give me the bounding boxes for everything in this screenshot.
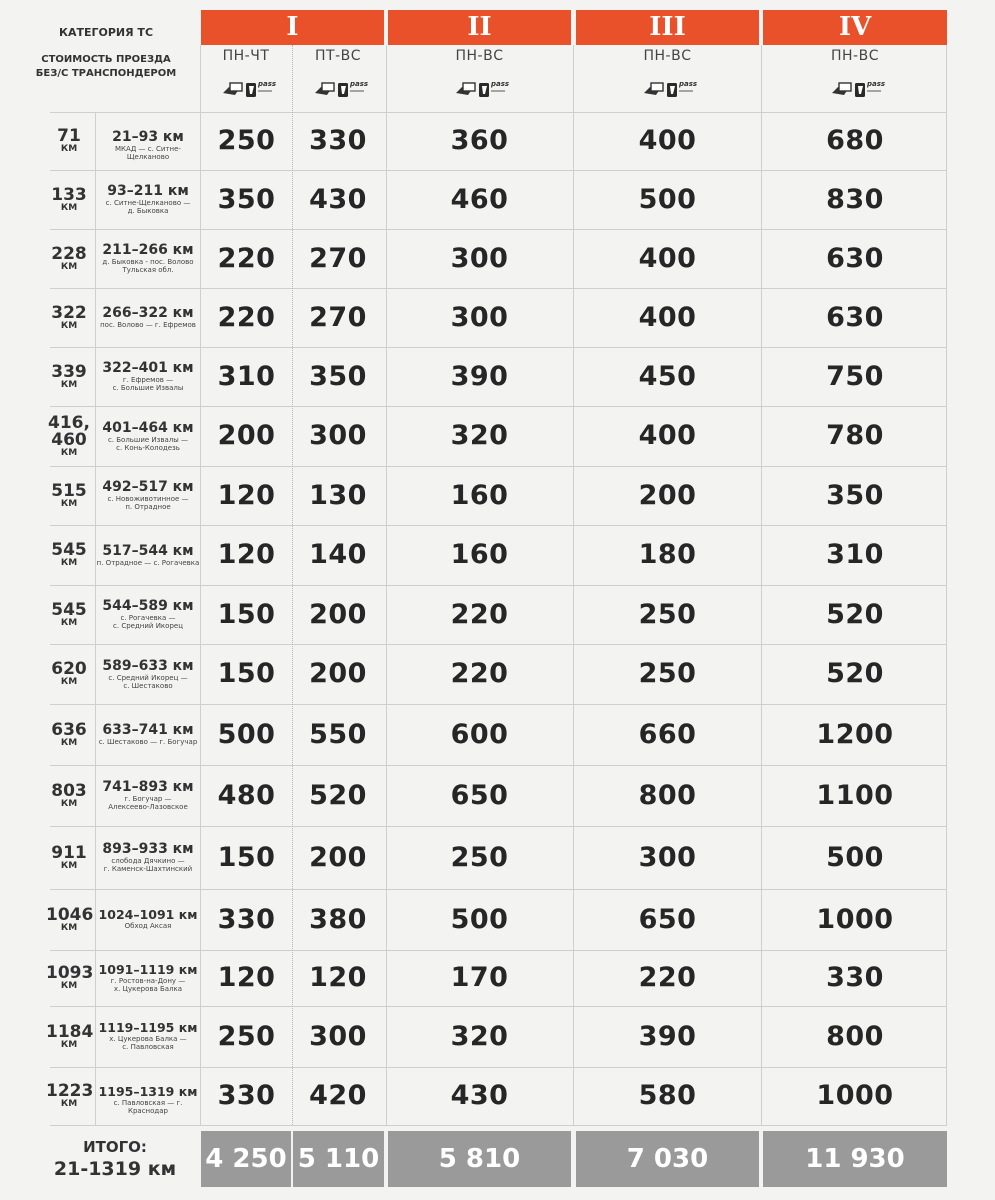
row-divider bbox=[50, 644, 947, 645]
cash-transponder-icon bbox=[454, 77, 510, 99]
price-cell: 270 bbox=[309, 301, 367, 333]
price-cell: 160 bbox=[450, 539, 509, 570]
row-segment-location: с. Средний Икорец — bbox=[108, 673, 188, 682]
row-km-unit: КМ bbox=[60, 202, 78, 213]
price-cell: 310 bbox=[217, 360, 276, 392]
price-cell: 150 bbox=[217, 658, 276, 689]
price-cell: 830 bbox=[826, 183, 884, 215]
row-segment-location: Тульская обл. bbox=[122, 266, 174, 274]
row-km-unit: КМ bbox=[60, 379, 78, 390]
price-cell: 600 bbox=[450, 718, 509, 750]
price-cell: 140 bbox=[309, 539, 367, 570]
row-km-marker bbox=[46, 542, 92, 568]
price-cell: 200 bbox=[638, 479, 697, 511]
price-cell: 480 bbox=[217, 779, 276, 811]
cash-transponder-icon bbox=[830, 77, 886, 99]
row-km-value: 1046 bbox=[46, 904, 94, 925]
row-km-unit: КМ bbox=[60, 922, 78, 933]
total-value-cat4: 11 930 bbox=[763, 1131, 947, 1187]
row-segment-location: д. Быковка bbox=[127, 207, 169, 215]
price-cell: 420 bbox=[309, 1080, 367, 1111]
row-km-unit: КМ bbox=[60, 498, 78, 509]
row-km-marker bbox=[46, 965, 92, 991]
row-divider bbox=[50, 1125, 947, 1126]
price-cell: 270 bbox=[309, 242, 367, 274]
row-segment bbox=[96, 1020, 200, 1051]
row-segment bbox=[96, 183, 200, 215]
cash-transponder-icon bbox=[642, 77, 698, 99]
price-cell: 200 bbox=[309, 598, 367, 630]
row-km-value: 133 bbox=[51, 184, 87, 205]
price-cell: 550 bbox=[309, 718, 367, 750]
category-header-iii: III bbox=[576, 10, 759, 45]
row-km-marker bbox=[46, 128, 92, 154]
row-km-value: 545 bbox=[51, 540, 87, 560]
row-km-unit: КМ bbox=[60, 144, 78, 154]
row-segment bbox=[96, 722, 200, 746]
price-cell: 300 bbox=[309, 1020, 367, 1052]
price-cell: 500 bbox=[217, 718, 276, 750]
price-cell: 360 bbox=[450, 125, 509, 156]
category-label: КАТЕГОРИЯ ТС bbox=[58, 26, 154, 39]
price-cell: 250 bbox=[217, 1020, 276, 1052]
row-km-marker bbox=[46, 599, 92, 628]
svg-text:pass: pass bbox=[867, 80, 886, 88]
row-km-unit: КМ bbox=[60, 737, 78, 748]
row-segment bbox=[96, 907, 200, 930]
row-segment-range: 1119–1195 км bbox=[98, 1020, 198, 1035]
row-segment-range: 211–266 км bbox=[102, 242, 194, 258]
row-divider bbox=[50, 288, 947, 289]
price-cell: 400 bbox=[638, 420, 697, 451]
price-cell: 520 bbox=[309, 779, 367, 811]
row-divider bbox=[50, 765, 947, 766]
row-km-value: 322 bbox=[51, 302, 87, 323]
price-cell: 330 bbox=[826, 962, 884, 993]
row-segment-location: с. Большие Извалы — bbox=[107, 435, 189, 444]
total-value-cat2: 5 810 bbox=[388, 1131, 571, 1187]
row-divider bbox=[50, 112, 947, 113]
row-segment-location: слобода Дячкино — bbox=[111, 857, 185, 865]
row-km-unit: КМ bbox=[60, 261, 78, 272]
days-label-cat4: ПН-ВС bbox=[831, 48, 879, 64]
price-cell: 460 bbox=[450, 183, 509, 215]
price-cell: 520 bbox=[826, 598, 884, 630]
row-segment-location: п. Отрадное — с. Рогачевка bbox=[96, 558, 200, 567]
row-segment-location: с. Ситне-Щелканово — bbox=[105, 199, 191, 207]
price-cell: 350 bbox=[309, 360, 367, 392]
row-km-marker bbox=[46, 780, 92, 809]
price-cell: 150 bbox=[217, 598, 276, 630]
cost-label-line2: БЕЗ/С ТРАНСПОНДЕРОМ bbox=[35, 68, 177, 79]
row-segment-location: с. Средний Икорец bbox=[113, 622, 183, 630]
price-cell: 160 bbox=[450, 479, 509, 511]
row-segment-range: 322–401 км bbox=[102, 360, 194, 376]
row-divider bbox=[50, 170, 947, 171]
price-cell: 200 bbox=[309, 841, 367, 873]
row-segment-range: 633–741 км bbox=[102, 722, 194, 738]
price-cell: 330 bbox=[217, 1080, 276, 1111]
row-segment-location: с. Шестаково — г. Богучар bbox=[98, 738, 198, 746]
price-cell: 300 bbox=[450, 301, 509, 333]
price-cell: 300 bbox=[309, 420, 367, 451]
price-cell: 380 bbox=[309, 903, 367, 935]
price-cell: 220 bbox=[450, 658, 509, 689]
price-cell: 630 bbox=[826, 301, 884, 333]
row-segment-location: г. Каменск-Шахтинский bbox=[103, 865, 193, 873]
price-cell: 320 bbox=[450, 420, 509, 451]
price-cell: 680 bbox=[826, 125, 884, 156]
price-cell: 220 bbox=[217, 242, 276, 274]
row-km-value: 636 bbox=[51, 719, 87, 740]
row-divider bbox=[50, 950, 947, 951]
price-cell: 200 bbox=[217, 420, 276, 451]
price-cell: 450 bbox=[638, 360, 697, 392]
price-cell: 500 bbox=[450, 903, 509, 935]
row-segment bbox=[96, 129, 200, 161]
price-cell: 430 bbox=[450, 1080, 509, 1111]
price-cell: 430 bbox=[309, 183, 367, 215]
row-segment-range: 21–93 км bbox=[112, 128, 184, 145]
price-cell: 630 bbox=[826, 242, 884, 274]
row-divider bbox=[50, 1006, 947, 1007]
price-cell: 400 bbox=[638, 242, 697, 274]
row-km-unit: КМ bbox=[60, 447, 78, 458]
price-cell: 330 bbox=[217, 903, 276, 935]
row-segment-range: 741–893 км bbox=[102, 779, 194, 795]
price-cell: 1000 bbox=[816, 1080, 894, 1111]
price-cell: 500 bbox=[826, 841, 884, 873]
row-km-unit: КМ bbox=[60, 617, 78, 628]
row-divider bbox=[50, 347, 947, 348]
price-cell: 180 bbox=[638, 539, 697, 570]
category-header-iv: IV bbox=[763, 10, 947, 45]
column-divider bbox=[573, 45, 574, 1125]
price-cell: 1100 bbox=[816, 779, 894, 811]
row-segment bbox=[96, 360, 200, 392]
row-segment-range: 1091–1119 км bbox=[98, 961, 198, 977]
price-cell: 250 bbox=[638, 598, 697, 630]
row-segment-location: х. Цукерова Балка — bbox=[109, 1035, 187, 1043]
price-cell: 220 bbox=[217, 301, 276, 333]
row-segment-location: п. Отрадное bbox=[125, 503, 171, 511]
row-divider bbox=[50, 585, 947, 586]
row-segment bbox=[96, 305, 200, 329]
svg-text:pass: pass bbox=[258, 80, 277, 88]
cost-label-line1: СТОИМОСТЬ ПРОЕЗДА bbox=[41, 54, 171, 65]
column-divider bbox=[761, 45, 762, 1125]
row-divider bbox=[50, 466, 947, 467]
row-segment-location: г. Ростов-на-Дону — bbox=[110, 976, 186, 985]
row-km-unit: КМ bbox=[60, 558, 78, 568]
price-cell: 400 bbox=[638, 301, 697, 333]
row-km-value: 545 bbox=[51, 599, 87, 620]
row-km-value: 911 bbox=[51, 842, 87, 863]
price-cell: 350 bbox=[217, 183, 276, 215]
price-cell: 500 bbox=[638, 183, 697, 215]
price-cell: 250 bbox=[450, 841, 509, 873]
row-segment-location: с. Конь-Колодезь bbox=[116, 443, 180, 452]
price-cell: 1200 bbox=[816, 718, 894, 750]
total-value-mon-thu: 4 250 bbox=[201, 1131, 291, 1187]
price-cell: 120 bbox=[217, 539, 276, 570]
row-segment-range: 266–322 км bbox=[102, 305, 194, 321]
row-km-unit: КМ bbox=[60, 860, 78, 871]
price-cell: 120 bbox=[217, 479, 276, 511]
total-label bbox=[40, 1138, 190, 1180]
row-km-value: 228 bbox=[51, 243, 87, 264]
row-km-unit: КМ bbox=[60, 320, 78, 331]
row-km-marker bbox=[46, 842, 92, 871]
row-segment-location: с. Рогачевка — bbox=[120, 614, 176, 622]
svg-text:pass: pass bbox=[679, 80, 698, 88]
cash-transponder-icon bbox=[221, 77, 277, 99]
row-km-marker bbox=[46, 480, 92, 509]
price-cell: 220 bbox=[638, 962, 697, 993]
row-divider bbox=[50, 826, 947, 827]
days-label-cat3: ПН-ВС bbox=[643, 48, 692, 64]
row-km-value: 515 bbox=[51, 480, 87, 501]
row-km-marker bbox=[46, 719, 92, 748]
total-label-line2: 21-1319 км bbox=[53, 1158, 177, 1180]
row-km-marker bbox=[46, 361, 92, 390]
price-cell: 320 bbox=[450, 1020, 509, 1052]
svg-text:pass: pass bbox=[350, 80, 369, 88]
price-cell: 520 bbox=[826, 658, 884, 689]
row-km-marker bbox=[46, 184, 92, 213]
row-km-value: 1093 bbox=[46, 963, 94, 983]
row-segment bbox=[96, 962, 200, 993]
category-header-i: I bbox=[201, 10, 384, 45]
row-km-value: 1184 bbox=[46, 1021, 94, 1042]
days-label-cat2: ПН-ВС bbox=[455, 48, 504, 64]
row-divider bbox=[50, 406, 947, 407]
price-cell: 310 bbox=[826, 539, 884, 570]
price-cell: 1000 bbox=[816, 903, 894, 935]
row-segment-range: 589–633 км bbox=[102, 657, 194, 674]
row-km-marker bbox=[46, 661, 92, 687]
row-segment-location: д. Быковка - пос. Волово bbox=[102, 258, 194, 266]
row-segment-range: 517–544 км bbox=[102, 542, 194, 559]
row-km-marker bbox=[46, 1021, 94, 1050]
row-segment-location: Обход Аксая bbox=[124, 922, 172, 930]
svg-text:pass: pass bbox=[491, 80, 510, 88]
total-label-line1: ИТОГО: bbox=[83, 1138, 147, 1156]
row-km-unit: КМ bbox=[60, 1099, 78, 1109]
row-segment-location: с. Новоживотинное — bbox=[107, 495, 189, 503]
row-segment-range: 893–933 км bbox=[102, 841, 194, 857]
price-cell: 650 bbox=[638, 903, 697, 935]
price-cell: 170 bbox=[450, 962, 509, 993]
row-segment-location: МКАД — с. Ситне-Щелканово bbox=[115, 144, 181, 161]
row-segment-range: 93–211 км bbox=[107, 183, 189, 199]
price-cell: 800 bbox=[826, 1020, 884, 1052]
price-cell: 390 bbox=[450, 360, 509, 392]
row-segment-location: пос. Волово — г. Ефремов bbox=[100, 321, 196, 329]
price-cell: 660 bbox=[638, 718, 697, 750]
row-km-marker bbox=[46, 904, 94, 933]
row-km-value: 803 bbox=[51, 780, 87, 801]
price-cell: 780 bbox=[826, 420, 884, 451]
price-cell: 650 bbox=[450, 779, 509, 811]
row-km-value: 460 bbox=[51, 429, 87, 450]
price-cell: 400 bbox=[638, 125, 697, 156]
row-km-value: 416, bbox=[48, 412, 90, 433]
row-km-marker bbox=[46, 302, 92, 331]
row-divider bbox=[50, 229, 947, 230]
row-km-value: 1223 bbox=[46, 1081, 94, 1101]
price-cell: 220 bbox=[450, 598, 509, 630]
row-divider bbox=[50, 889, 947, 890]
row-segment bbox=[96, 779, 200, 811]
row-km-unit: КМ bbox=[60, 1039, 78, 1050]
row-km-marker bbox=[46, 243, 92, 272]
price-cell: 130 bbox=[309, 479, 367, 511]
row-segment-location: г. Богучар — bbox=[124, 795, 172, 803]
row-km-unit: КМ bbox=[60, 981, 78, 991]
total-value-cat3: 7 030 bbox=[576, 1131, 759, 1187]
row-segment-location: с. Большие Извалы bbox=[112, 384, 184, 392]
price-cell: 120 bbox=[309, 962, 367, 993]
price-cell: 750 bbox=[826, 360, 884, 392]
row-segment-location: г. Ефремов — bbox=[122, 376, 174, 384]
price-cell: 330 bbox=[309, 125, 367, 156]
row-segment-location: с. Павловская — г. Краснодар bbox=[113, 1098, 183, 1115]
category-header-ii: II bbox=[388, 10, 571, 45]
row-segment-range: 1195–1319 км bbox=[98, 1083, 198, 1099]
days-label-fri-sun: ПТ-ВС bbox=[314, 48, 361, 64]
row-segment-range: 492–517 км bbox=[102, 479, 194, 495]
row-segment bbox=[96, 658, 200, 690]
row-segment-location: с. Шестаково bbox=[123, 681, 173, 690]
price-cell: 800 bbox=[638, 779, 697, 811]
price-cell: 580 bbox=[638, 1080, 697, 1111]
row-segment-range: 544–589 км bbox=[102, 598, 194, 614]
price-cell: 300 bbox=[638, 841, 697, 873]
row-segment bbox=[96, 841, 200, 873]
price-cell: 250 bbox=[217, 125, 276, 156]
price-cell: 120 bbox=[217, 962, 276, 993]
days-label-mon-thu: ПН-ЧТ bbox=[222, 48, 270, 64]
price-cell: 300 bbox=[450, 242, 509, 274]
row-segment bbox=[96, 543, 200, 567]
row-km-marker bbox=[46, 1083, 92, 1109]
row-segment-location: с. Павловская bbox=[122, 1043, 174, 1051]
total-value-fri-sun: 5 110 bbox=[293, 1131, 384, 1187]
row-km-marker bbox=[46, 412, 92, 458]
row-segment bbox=[96, 420, 200, 452]
price-cell: 250 bbox=[638, 658, 697, 689]
row-segment bbox=[96, 242, 200, 274]
row-km-value: 620 bbox=[51, 659, 87, 679]
row-segment-location: х. Цукерова Балка bbox=[113, 984, 183, 993]
row-segment-location: Алексеево-Лазовское bbox=[108, 803, 188, 811]
row-segment bbox=[96, 598, 200, 630]
row-divider bbox=[50, 704, 947, 705]
column-divider bbox=[386, 45, 387, 1125]
row-segment-range: 1024–1091 км bbox=[98, 907, 198, 922]
row-divider bbox=[50, 525, 947, 526]
row-km-unit: КМ bbox=[60, 677, 78, 687]
row-km-value: 339 bbox=[51, 361, 87, 382]
row-segment bbox=[96, 479, 200, 511]
price-cell: 390 bbox=[638, 1020, 697, 1052]
row-divider bbox=[50, 1067, 947, 1068]
price-cell: 200 bbox=[309, 658, 367, 689]
price-cell: 350 bbox=[826, 479, 884, 511]
row-segment bbox=[96, 1084, 200, 1115]
cash-transponder-icon bbox=[313, 77, 369, 99]
price-cell: 150 bbox=[217, 841, 276, 873]
row-km-unit: КМ bbox=[60, 798, 78, 809]
row-km-value: 71 bbox=[57, 126, 81, 146]
row-segment-range: 401–464 км bbox=[102, 419, 194, 436]
